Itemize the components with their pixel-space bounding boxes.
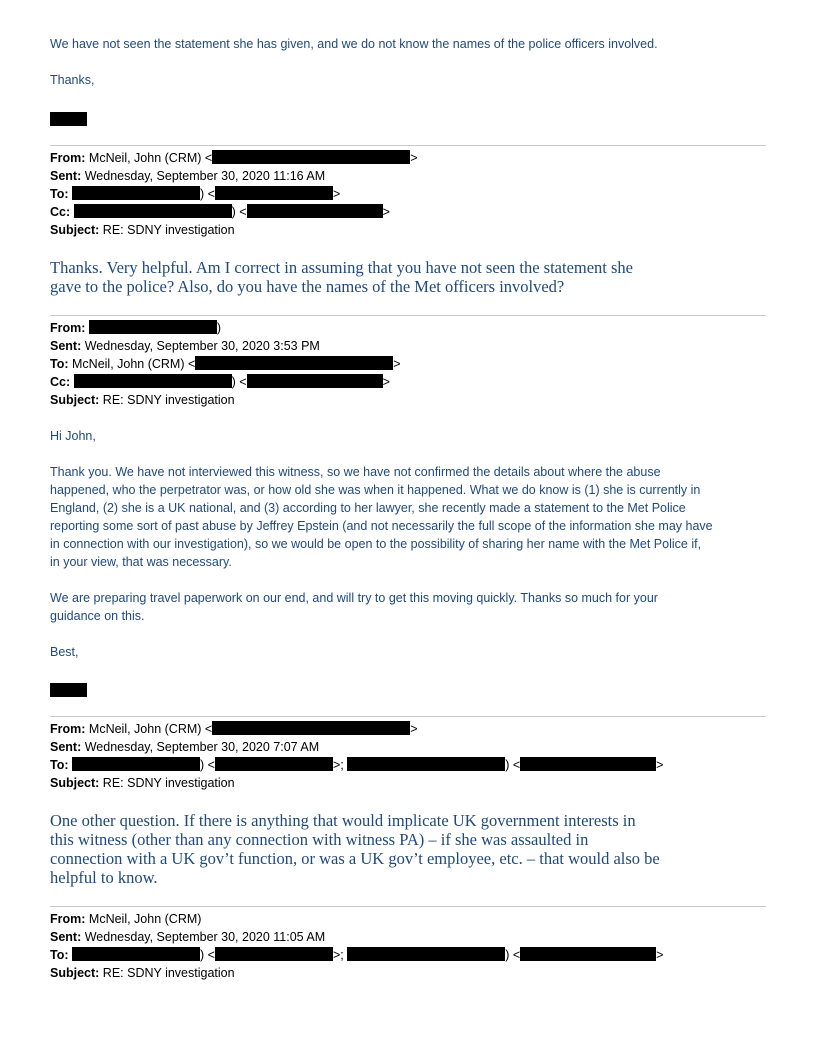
- redaction: [520, 947, 656, 961]
- punct: >;: [332, 948, 344, 962]
- email4-subject: [50, 964, 235, 982]
- email2-closing: Best,: [50, 645, 79, 659]
- redaction: [247, 204, 383, 218]
- divider: [50, 315, 766, 316]
- email2-para1-line: happened, who the perpetrator was, or how old she was when it happened. What we do know is (1) she is currently in: [50, 483, 701, 497]
- subject-value: RE: SDNY investigation: [102, 223, 235, 237]
- redaction: [195, 356, 393, 370]
- email1-body-line: Thanks. Very helpful. Am I correct in assuming that you have not seen the statement she: [50, 258, 634, 277]
- email2-cc: [50, 373, 390, 391]
- subject-value: RE: SDNY investigation: [102, 776, 235, 790]
- punct: ) <: [231, 205, 247, 219]
- email3-sent: [50, 738, 319, 756]
- email3-body-line: this witness (other than any connection with witness PA) – if she was assaulted in: [50, 830, 589, 849]
- email3-body-line: connection with a UK gov’t function, or was a UK gov’t employee, etc. – that would also be: [50, 849, 660, 868]
- email1-from: [50, 149, 418, 167]
- email2-para1-line: in connection with our investigation), so we would be open to the possibility of sharing her name with the Met Police if,: [50, 537, 702, 551]
- to-label: To:: [50, 357, 69, 371]
- email1-subject: [50, 221, 235, 239]
- punct: >: [382, 205, 390, 219]
- to-value: McNeil, John (CRM) <: [72, 357, 196, 371]
- email4-sent: [50, 928, 325, 946]
- to-label: To:: [50, 187, 69, 201]
- punct: ) <: [200, 948, 215, 962]
- from-label: From:: [50, 321, 86, 335]
- email1-sent: [50, 167, 325, 185]
- from-label: From:: [50, 722, 86, 736]
- punct: ) <: [200, 758, 215, 772]
- to-label: To:: [50, 758, 69, 772]
- from-value: McNeil, John (CRM) <: [88, 151, 213, 165]
- sent-value: Wednesday, September 30, 2020 11:05 AM: [84, 930, 326, 944]
- email4-to: [50, 946, 663, 964]
- email2-to: [50, 355, 401, 373]
- email1-cc: [50, 203, 390, 221]
- email1-to: [50, 185, 340, 203]
- from-value: McNeil, John (CRM): [88, 912, 202, 926]
- punct: ) <: [200, 187, 215, 201]
- redaction: [72, 947, 200, 961]
- sent-value: Wednesday, September 30, 2020 11:16 AM: [84, 169, 326, 183]
- punct: ) <: [505, 948, 521, 962]
- redacted-signature: [50, 111, 87, 129]
- from-label: From:: [50, 912, 86, 926]
- divider: [50, 145, 766, 146]
- redaction: [212, 150, 410, 164]
- top-message-line: We have not seen the statement she has given, and we do not know the names of the police officers involved.: [50, 37, 658, 51]
- subject-value: RE: SDNY investigation: [102, 393, 235, 407]
- email1-body-line: gave to the police? Also, do you have the names of the Met officers involved?: [50, 277, 565, 296]
- email3-body-line: One other question. If there is anything that would implicate UK government interests in: [50, 811, 636, 830]
- email2-para2-line: guidance on this.: [50, 609, 145, 623]
- subject-label: Subject:: [50, 776, 100, 790]
- email2-from: [50, 319, 221, 337]
- subject-label: Subject:: [50, 966, 100, 980]
- email3-body-line: helpful to know.: [50, 868, 158, 887]
- punct: >: [410, 722, 418, 736]
- subject-value: RE: SDNY investigation: [102, 966, 235, 980]
- redaction: [247, 374, 383, 388]
- email2-para1-line: England, (2) she is a UK national, and (3) according to her lawyer, she recently made a statement to the Met Police: [50, 501, 686, 515]
- email2-para2-line: We are preparing travel paperwork on our end, and will try to get this moving quickly. Thanks so much for your: [50, 591, 658, 605]
- punct: >: [332, 187, 341, 201]
- punct: >: [656, 758, 664, 772]
- subject-label: Subject:: [50, 393, 100, 407]
- subject-label: Subject:: [50, 223, 100, 237]
- email3-from: [50, 720, 418, 738]
- punct: >: [656, 948, 664, 962]
- from-label: From:: [50, 151, 86, 165]
- sent-label: Sent:: [50, 930, 82, 944]
- redaction: [74, 374, 232, 388]
- email3-to: [50, 756, 663, 774]
- sent-label: Sent:: [50, 339, 82, 353]
- redaction: [347, 757, 505, 771]
- punct: >: [393, 357, 401, 371]
- email2-para1-line: reporting some sort of past abuse by Jeffrey Epstein (and not necessarily the full scope of the information she may have: [50, 519, 713, 533]
- punct: ): [216, 321, 222, 335]
- redaction: [72, 757, 200, 771]
- redaction: [72, 186, 200, 200]
- redaction: [74, 204, 232, 218]
- redaction: [520, 757, 656, 771]
- redaction: [212, 721, 410, 735]
- sent-label: Sent:: [50, 740, 82, 754]
- divider: [50, 716, 766, 717]
- email2-greeting: Hi John,: [50, 429, 96, 443]
- from-value: McNeil, John (CRM) <: [88, 722, 213, 736]
- redaction: [215, 186, 333, 200]
- punct: ) <: [231, 375, 247, 389]
- email2-subject: [50, 391, 235, 409]
- email3-subject: [50, 774, 235, 792]
- redaction: [215, 757, 333, 771]
- email2-para1-line: Thank you. We have not interviewed this witness, so we have not confirmed the details about where the abuse: [50, 465, 661, 479]
- email2-sent: [50, 337, 320, 355]
- cc-label: Cc:: [50, 205, 71, 219]
- punct: >: [410, 151, 418, 165]
- sent-value: Wednesday, September 30, 2020 7:07 AM: [84, 740, 320, 754]
- punct: ) <: [505, 758, 521, 772]
- email4-from: [50, 910, 201, 928]
- cc-label: Cc:: [50, 375, 71, 389]
- redaction: [347, 947, 505, 961]
- redaction: [89, 320, 217, 334]
- to-label: To:: [50, 948, 69, 962]
- redacted-signature: [50, 682, 87, 700]
- punct: >;: [332, 758, 344, 772]
- sent-label: Sent:: [50, 169, 82, 183]
- email2-para1-line: in your view, that was necessary.: [50, 555, 232, 569]
- punct: >: [382, 375, 390, 389]
- sent-value: Wednesday, September 30, 2020 3:53 PM: [84, 339, 320, 353]
- top-thanks: Thanks,: [50, 73, 95, 87]
- divider: [50, 906, 766, 907]
- redaction: [215, 947, 333, 961]
